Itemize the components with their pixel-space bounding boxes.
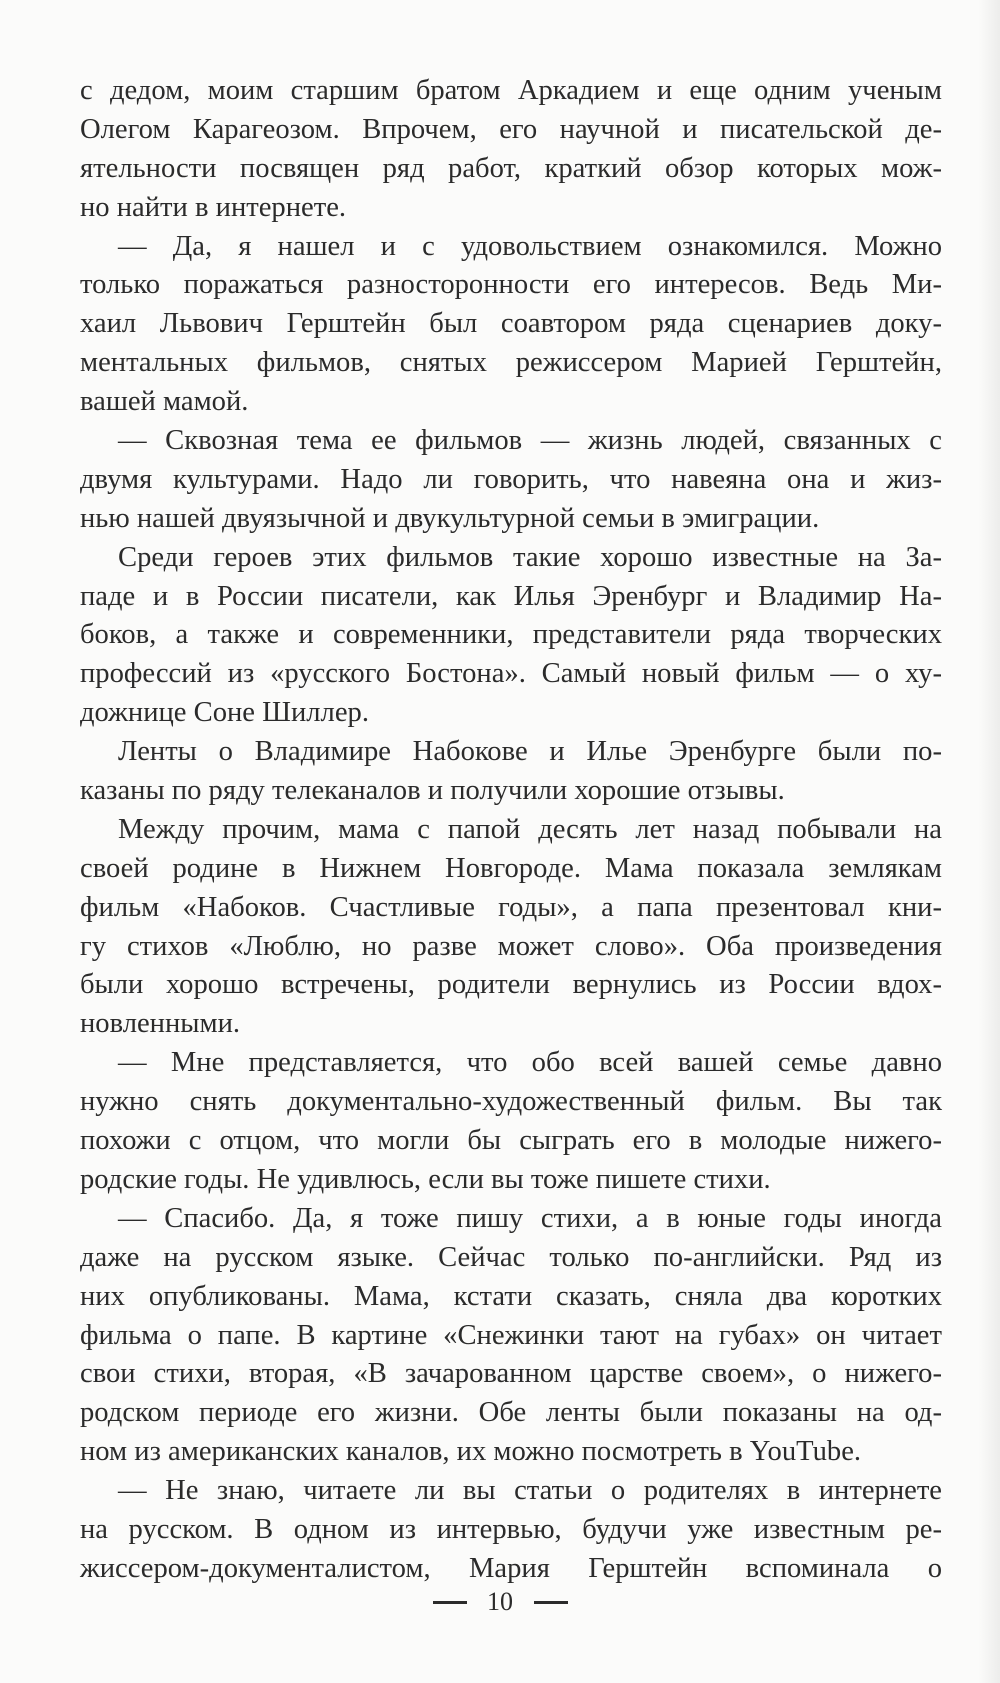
text-line: ятельности посвящен ряд работ, краткий обзор которых мож- (80, 152, 942, 184)
text-line: Ленты о Владимире Набокове и Илье Эренбурге были по- (118, 736, 942, 768)
text-line: ментальных фильмов, снятых режиссером Марией Герштейн, (80, 347, 942, 379)
paragraph (80, 811, 942, 1044)
page-edge-shadow (978, 0, 1000, 1683)
text-line: жиссером-документалистом, Мария Герштейн вспоминала о (80, 1552, 942, 1584)
text-line: фильма о папе. В картине «Снежинки тают на губах» он читает (80, 1319, 942, 1351)
paragraph (80, 72, 942, 228)
text-line: родском периоде его жизни. Обе ленты были показаны на од- (80, 1397, 942, 1429)
paragraph (80, 228, 942, 422)
text-line: только поражаться разносторонности его интересов. Ведь Ми- (80, 269, 942, 301)
page-number: 10 (487, 1587, 513, 1616)
text-line: новленными. (80, 1008, 241, 1040)
text-line: но найти в интернете. (80, 191, 347, 223)
text-line: паде и в России писатели, как Илья Эренбург и Владимир На- (80, 580, 942, 612)
text-line: нью нашей двуязычной и двукультурной семьи в эмиграции. (80, 502, 820, 534)
text-line: — Да, я нашел и с удовольствием ознакомился. Можно (118, 230, 942, 262)
text-line: вашей мамой. (80, 386, 249, 418)
text-line: с дедом, моим старшим братом Аркадием и еще одним ученым (80, 75, 942, 106)
paragraph (80, 1044, 942, 1200)
text-line: Между прочим, мама с папой десять лет назад побывали на (118, 813, 942, 845)
text-line: Олегом Карагеозом. Впрочем, его научной и писательской де- (80, 113, 942, 145)
text-line: них опубликованы. Мама, кстати сказать, сняла два коротких (80, 1280, 942, 1312)
paragraph (80, 422, 942, 539)
text-line: на русском. В одном из интервью, будучи уже известным ре- (80, 1513, 942, 1545)
text-line: Среди героев этих фильмов такие хорошо известные на За- (118, 541, 942, 573)
text-line: даже на русском языке. Сейчас только по-английски. Ряд из (80, 1241, 942, 1273)
paragraph (80, 733, 942, 811)
left-dash (433, 1601, 467, 1604)
text-line: — Сквозная тема ее фильмов — жизнь людей, связанных с (118, 425, 942, 457)
page-footer (0, 1586, 1000, 1618)
text-line: — Мне представляется, что обо всей вашей семье давно (118, 1047, 942, 1079)
text-line: похожи с отцом, что могли бы сыграть его в молодые нижего- (80, 1125, 942, 1157)
text-line: фильм «Набоков. Счастливые годы», а папа презентовал кни- (80, 891, 942, 923)
text-line: свои стихи, вторая, «В зачарованном царстве своем», о нижего- (80, 1358, 942, 1390)
text-line: боков, а также и современники, представители ряда творческих (80, 619, 942, 651)
text-line: хаил Львович Герштейн был соавтором ряда сценариев доку- (80, 308, 942, 340)
text-line: своей родине в Нижнем Новгороде. Мама показала землякам (80, 852, 942, 884)
text-line: родские годы. Не удивлюсь, если вы тоже пишете стихи. (80, 1163, 771, 1195)
paragraph (80, 539, 942, 733)
text-line: — Не знаю, читаете ли вы статьи о родителях в интернете (118, 1475, 942, 1507)
text-line: двумя культурами. Надо ли говорить, что навеяна она и жиз- (80, 463, 942, 495)
text-line: нужно снять документально-художественный фильм. Вы так (80, 1086, 942, 1118)
text-line: гу стихов «Люблю, но разве может слово». Оба произведения (80, 930, 942, 962)
text-line: — Спасибо. Да, я тоже пишу стихи, а в юные годы иногда (118, 1202, 942, 1234)
text-line: профессий из «русского Бостона». Самый новый фильм — о ху- (80, 658, 942, 690)
text-line: казаны по ряду телеканалов и получили хорошие отзывы. (80, 775, 785, 807)
text-line: дожнице Соне Шиллер. (80, 697, 369, 729)
body-text (80, 72, 942, 1589)
right-dash (534, 1601, 568, 1604)
paragraph (80, 1472, 942, 1589)
paragraph (80, 1200, 942, 1472)
text-line: были хорошо встречены, родители вернулись из России вдох- (80, 969, 942, 1001)
text-line: ном из американских каналов, их можно посмотреть в YouTube. (80, 1436, 862, 1468)
